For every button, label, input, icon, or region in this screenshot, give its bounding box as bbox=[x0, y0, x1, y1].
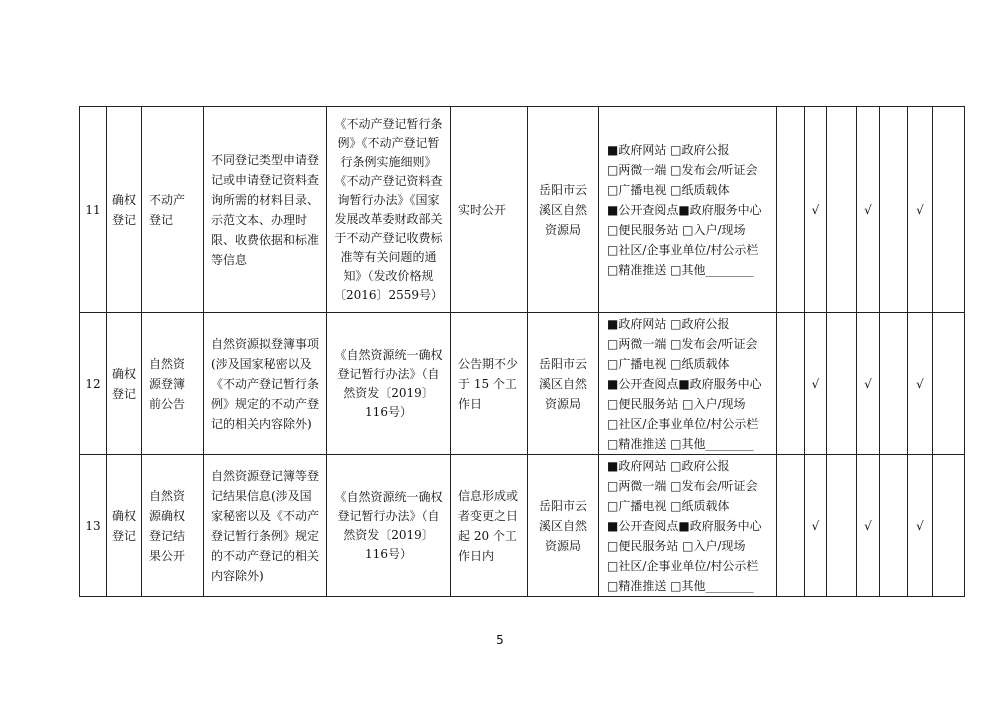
mark-cell bbox=[827, 455, 857, 597]
mark-cell: √ bbox=[908, 455, 933, 597]
content-cell: 自然资源拟登簿事项(涉及国家秘密以及《不动产登记暂行条例》规定的不动产登记的相关内容除外) bbox=[204, 313, 327, 455]
mark-cell bbox=[880, 107, 908, 313]
content-cell: 自然资源登记簿等登记结果信息(涉及国家秘密以及《不动产登记暂行条例》规定的不动产登记的相关内容除外) bbox=[204, 455, 327, 597]
category-cell: 确权登记 bbox=[107, 107, 142, 313]
disclosure-table bbox=[79, 106, 965, 597]
subject-cell: 岳阳市云溪区自然资源局 bbox=[528, 455, 599, 597]
channel-line: □两微一端 □发布会/听证会 bbox=[607, 478, 758, 493]
channel-line: □社区/企事业单位/村公示栏 bbox=[607, 558, 759, 573]
channels-cell bbox=[599, 313, 777, 455]
mark-cell bbox=[933, 455, 965, 597]
time-limit-cell: 公告期不少于 15 个工作日 bbox=[451, 313, 528, 455]
mark-cell: √ bbox=[805, 107, 827, 313]
channel-line: □两微一端 □发布会/听证会 bbox=[607, 336, 758, 351]
basis-cell: 《自然资源统一确权登记暂行办法》（自然资发〔2019〕116号） bbox=[327, 313, 451, 455]
channel-line: ■政府网站 □政府公报 bbox=[607, 316, 730, 331]
subject-cell: 岳阳市云溪区自然资源局 bbox=[528, 107, 599, 313]
mark-cell bbox=[933, 107, 965, 313]
channel-line: ■公开查阅点■政府服务中心 bbox=[607, 376, 762, 391]
time-limit-cell: 信息形成或者变更之日起 20 个工作日内 bbox=[451, 455, 528, 597]
mark-cell bbox=[933, 313, 965, 455]
channels-cell bbox=[599, 107, 777, 313]
subject-cell: 岳阳市云溪区自然资源局 bbox=[528, 313, 599, 455]
channel-line: □精准推送 □其他________ bbox=[607, 436, 754, 451]
channel-line: □广播电视 □纸质载体 bbox=[607, 356, 730, 371]
mark-cell bbox=[880, 313, 908, 455]
mark-cell bbox=[827, 313, 857, 455]
channel-line: □社区/企事业单位/村公示栏 bbox=[607, 416, 759, 431]
row-number: 13 bbox=[80, 455, 107, 597]
mark-cell: √ bbox=[805, 455, 827, 597]
mark-cell bbox=[777, 313, 805, 455]
channel-line: ■公开查阅点■政府服务中心 bbox=[607, 202, 762, 217]
channel-line: □便民服务站 □入户/现场 bbox=[607, 396, 746, 411]
channel-line: □两微一端 □发布会/听证会 bbox=[607, 162, 758, 177]
basis-cell: 《不动产登记暂行条例》《不动产登记暂行条例实施细则》《不动产登记资料查询暂行办法》《国家发展改革委财政部关于不动产登记收费标准等有关问题的通知》（发改价格规〔2016〕2559号） bbox=[327, 107, 451, 313]
channel-line: □便民服务站 □入户/现场 bbox=[607, 222, 746, 237]
item-cell: 自然资源确权登记结果公开 bbox=[142, 455, 204, 597]
mark-cell: √ bbox=[908, 107, 933, 313]
channel-line: □精准推送 □其他________ bbox=[607, 262, 754, 277]
channel-line: ■政府网站 □政府公报 bbox=[607, 142, 730, 157]
mark-cell: √ bbox=[805, 313, 827, 455]
table-row bbox=[80, 455, 965, 597]
content-cell: 不同登记类型申请登记或申请登记资料查询所需的材料目录、示范文本、办理时限、收费依据和标准等信息 bbox=[204, 107, 327, 313]
item-cell: 自然资源登簿前公告 bbox=[142, 313, 204, 455]
channel-line: □社区/企事业单位/村公示栏 bbox=[607, 242, 759, 257]
mark-cell: √ bbox=[908, 313, 933, 455]
category-cell: 确权登记 bbox=[107, 313, 142, 455]
table-row bbox=[80, 107, 965, 313]
basis-cell: 《自然资源统一确权登记暂行办法》（自然资发〔2019〕116号） bbox=[327, 455, 451, 597]
mark-cell bbox=[827, 107, 857, 313]
table-row bbox=[80, 313, 965, 455]
category-cell: 确权登记 bbox=[107, 455, 142, 597]
mark-cell bbox=[777, 107, 805, 313]
time-limit-cell: 实时公开 bbox=[451, 107, 528, 313]
mark-cell bbox=[777, 455, 805, 597]
channel-line: ■公开查阅点■政府服务中心 bbox=[607, 518, 762, 533]
row-number: 12 bbox=[80, 313, 107, 455]
channel-line: □广播电视 □纸质载体 bbox=[607, 182, 730, 197]
channel-line: □便民服务站 □入户/现场 bbox=[607, 538, 746, 553]
channel-line: □精准推送 □其他________ bbox=[607, 578, 754, 593]
mark-cell: √ bbox=[857, 313, 880, 455]
page-number: 5 bbox=[496, 633, 504, 647]
mark-cell bbox=[880, 455, 908, 597]
mark-cell: √ bbox=[857, 455, 880, 597]
channel-line: ■政府网站 □政府公报 bbox=[607, 458, 730, 473]
row-number: 11 bbox=[80, 107, 107, 313]
mark-cell: √ bbox=[857, 107, 880, 313]
item-cell: 不动产登记 bbox=[142, 107, 204, 313]
channels-cell bbox=[599, 455, 777, 597]
channel-line: □广播电视 □纸质载体 bbox=[607, 498, 730, 513]
